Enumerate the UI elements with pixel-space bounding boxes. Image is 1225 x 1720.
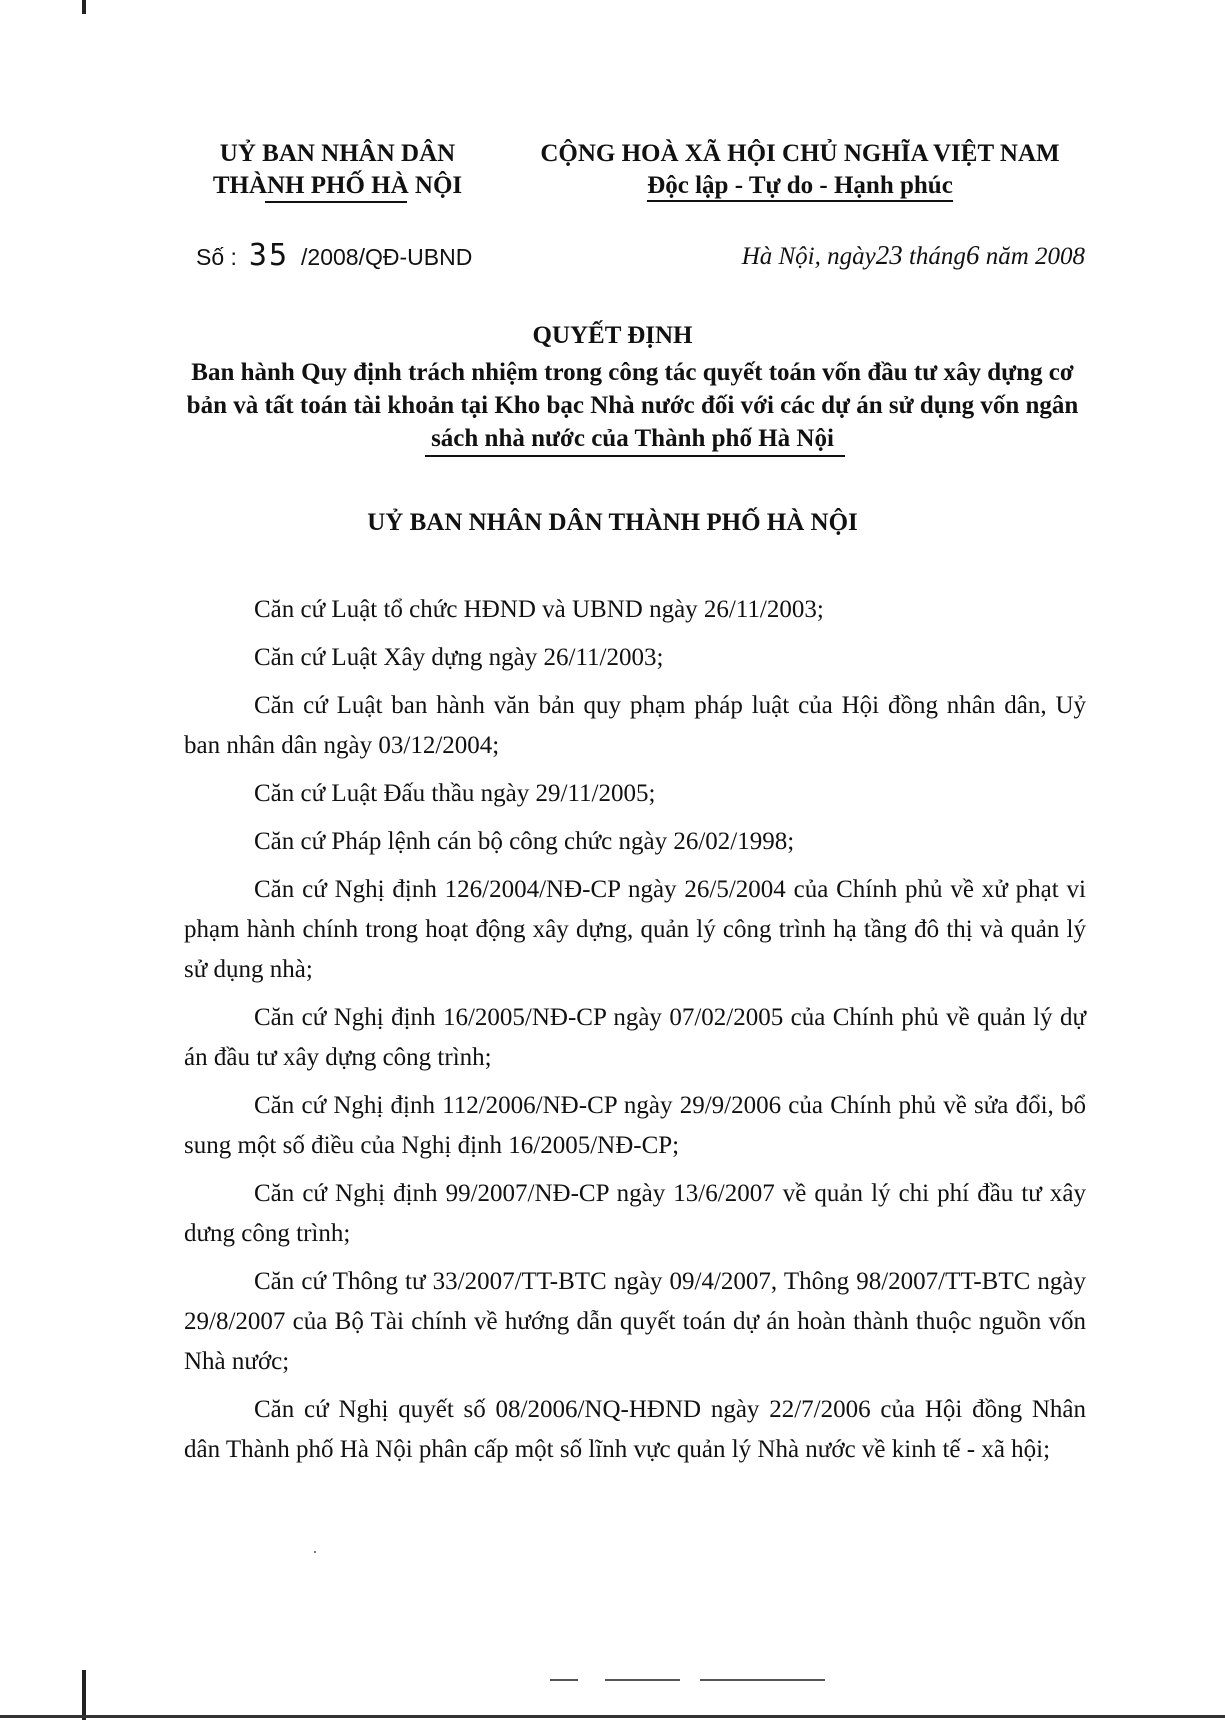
national-motto: Độc lập - Tự do - Hạnh phúc	[647, 172, 953, 202]
date-day: 23	[875, 240, 903, 270]
paragraph: Căn cứ Luật Đấu thầu ngày 29/11/2005;	[254, 780, 656, 807]
country-name: CỘNG HOÀ XÃ HỘI CHỦ NGHĨA VIỆT NAM	[540, 140, 1060, 167]
date-month: 6	[965, 240, 980, 270]
paragraph: Căn cứ Pháp lệnh cán bộ công chức ngày 26/02/1998;	[254, 828, 795, 855]
paragraph: Căn cứ Luật ban hành văn bản quy phạm pháp luật của Hội đồng nhân dân, Uỷ ban nhân dân ngày 03/12/2004;	[184, 692, 1086, 759]
paragraph: Căn cứ Nghị định 126/2004/NĐ-CP ngày 26/5/2004 của Chính phủ về xử phạt vi phạm hành chính trong hoạt động xây dựng, quản lý công trình hạ tầng đô thị và quản lý sử dụng nhà;	[184, 876, 1086, 983]
paragraph: Căn cứ Nghị định 112/2006/NĐ-CP ngày 29/9/2006 của Chính phủ về sửa đổi, bổ sung một số điều của Nghị định 16/2005/NĐ-CP;	[184, 1092, 1086, 1159]
paragraph: Căn cứ Luật Xây dựng ngày 26/11/2003;	[254, 644, 664, 671]
document-subtitle: Ban hành Quy định trách nhiệm trong công tác quyết toán vốn đầu tư xây dựng cơ bản và tất toán tài khoản tại Kho bạc Nhà nước đối với các dự án sử dụng vốn ngân sách nhà nước của Thành phố Hà Nội	[186, 359, 1079, 452]
issuing-agency	[190, 138, 485, 202]
scan-mark-top	[82, 0, 86, 14]
paragraph: Căn cứ Nghị quyết số 08/2006/NQ-HĐND ngày 22/7/2006 của Hội đồng Nhân dân Thành phố Hà Nội phân cấp một số lĩnh vực quản lý Nhà nước về kinh tế - xã hội;	[184, 1396, 1086, 1463]
footer-dash	[550, 1679, 578, 1681]
agency-line-1: UỶ BAN NHÂN DÂN	[219, 140, 456, 167]
national-heading	[510, 138, 1090, 202]
document-number-suffix: /2008/QĐ-UBND	[301, 244, 473, 270]
footer-dash	[605, 1679, 680, 1681]
document-title: QUYẾT ĐỊNH	[532, 322, 693, 349]
document-body	[184, 590, 1086, 1478]
document-number	[196, 238, 472, 273]
document-number-prefix: Số :	[196, 244, 237, 270]
scan-dot	[314, 1551, 316, 1553]
issue-date	[742, 240, 1085, 271]
scan-edge-line	[0, 1715, 1225, 1718]
paragraph: Căn cứ Thông tư 33/2007/TT-BTC ngày 09/4/2007, Thông 98/2007/TT-BTC ngày 29/8/2007 của Bộ Tài chính về hướng dẫn quyết toán dự án hoàn thành thuộc nguồn vốn Nhà nước;	[184, 1268, 1086, 1375]
scan-mark-bottom	[82, 1670, 86, 1720]
footer-dash	[700, 1679, 825, 1681]
date-year: năm 2008	[985, 243, 1085, 270]
document-number-value: 35	[248, 238, 290, 273]
paragraph: Căn cứ Nghị định 16/2005/NĐ-CP ngày 07/02/2005 của Chính phủ về quản lý dự án đầu tư xây dựng công trình;	[184, 1004, 1086, 1071]
date-place: Hà Nội, ngày	[741, 243, 876, 270]
authority-heading: UỶ BAN NHÂN DÂN THÀNH PHỐ HÀ NỘI	[367, 509, 858, 536]
subtitle-divider	[425, 455, 845, 457]
agency-line-2: THÀNH PHỐ HÀ NỘI	[213, 170, 462, 202]
date-month-label: tháng	[908, 243, 966, 270]
paragraph: Căn cứ Luật tổ chức HĐND và UBND ngày 26/11/2003;	[254, 596, 824, 623]
paragraph: Căn cứ Nghị định 99/2007/NĐ-CP ngày 13/6/2007 về quản lý chi phí đầu tư xây dưng công trình;	[184, 1180, 1086, 1247]
